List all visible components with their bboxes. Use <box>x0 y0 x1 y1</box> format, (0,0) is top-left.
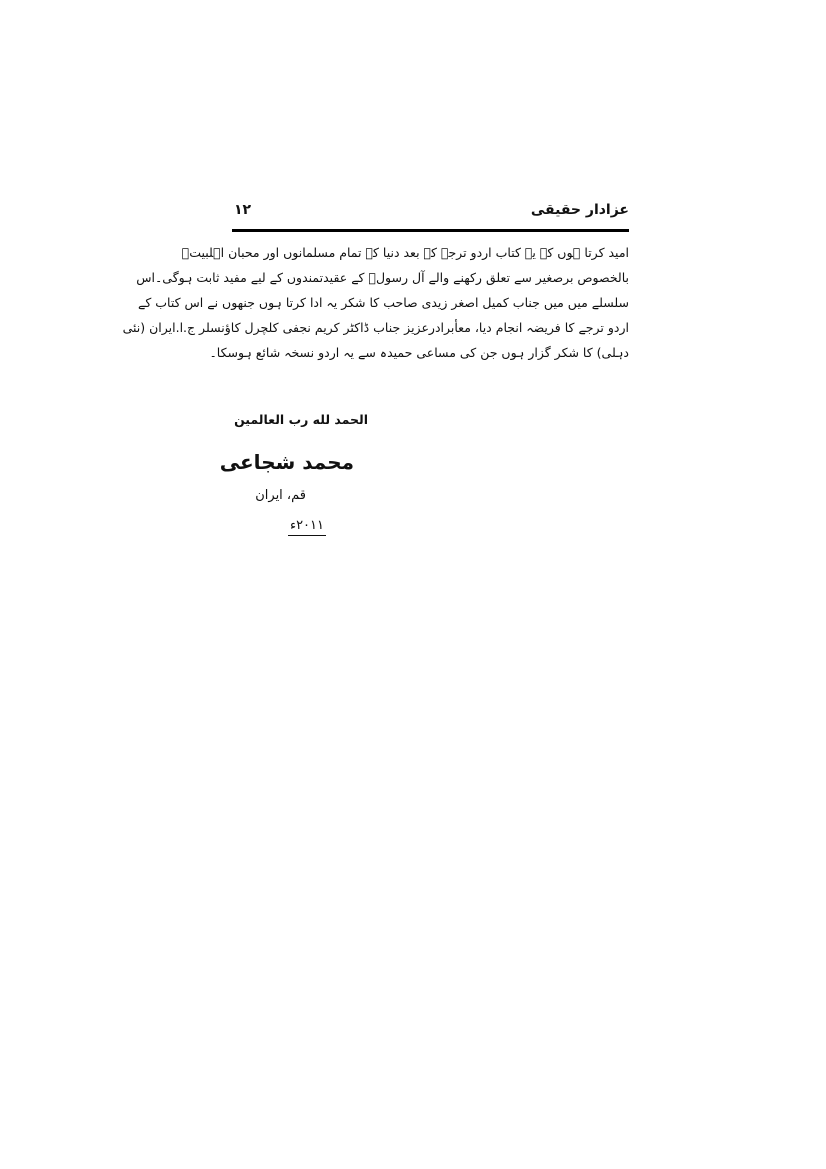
running-title: عزادار حقیقی <box>530 202 629 218</box>
paragraph-line: اردو ترجے کا فریضہ انجام دیا، معأبرادرعزیز جناب ڈاکٹر کریم نجفی کلچرل کاؤنسلر ج.ا.ایران (نئی <box>122 320 629 335</box>
page-header <box>232 200 629 230</box>
body-paragraph <box>122 240 629 365</box>
paragraph-line: سلسلے میں میں جناب کمیل اصغر زیدی صاحب کا شکر یہ ادا کرتا ہوں جنھوں نے اس کتاب کے <box>138 295 629 310</box>
signature-year <box>288 517 326 536</box>
paragraph-line: بالخصوص برصغیر سے تعلق رکھنے والے آل رسولؐ کے عقیدتمندوں کے لیے مفید ثابت ہوگی۔اس <box>136 270 629 285</box>
closing-praise: الحمد لله رب العالمين <box>234 412 368 427</box>
page-number: ۱۲ <box>234 202 252 218</box>
header-rule <box>232 229 629 232</box>
author-name: محمد شجاعی <box>219 450 354 474</box>
signature-place: قم، ایران <box>255 488 306 503</box>
paragraph-line: دہلی) کا شکر گزار ہوں جن کی مساعی حمیدہ سے یہ اردو نسخہ شائع ہوسکا۔ <box>209 345 629 360</box>
paragraph-line: امید کرتا ہوں کہ یہ کتاب اردو ترجے کے بعد دنیا کے تمام مسلمانوں اور محبان اہلبیتؑ <box>181 245 629 260</box>
year-text: ۲۰۱۱ء <box>288 517 326 536</box>
